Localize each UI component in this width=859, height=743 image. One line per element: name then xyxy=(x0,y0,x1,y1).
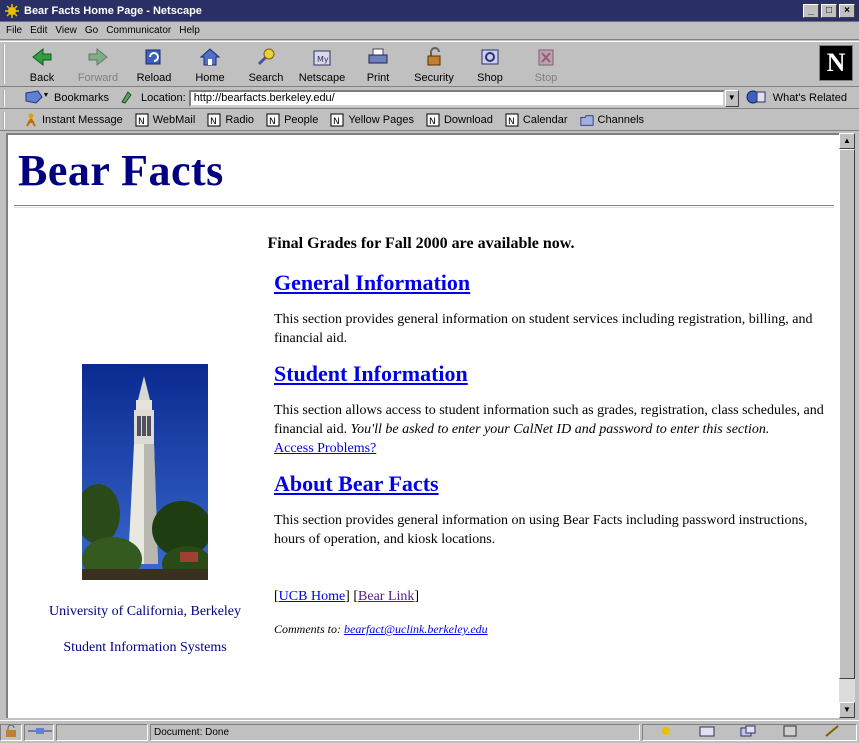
chevron-up-icon: ▲ xyxy=(843,136,851,145)
close-button[interactable]: × xyxy=(839,4,855,18)
progress-bar xyxy=(56,724,148,741)
reload-icon xyxy=(141,46,167,68)
search-icon xyxy=(253,46,279,68)
title-bar[interactable] xyxy=(0,0,859,22)
bracket-open: [ xyxy=(274,589,279,604)
home-button[interactable] xyxy=(182,42,238,86)
department-name: Student Information Systems xyxy=(63,640,227,655)
chevron-down-icon: ▼ xyxy=(727,92,736,102)
address-book-icon[interactable] xyxy=(782,725,798,740)
window-title: Bear Facts Home Page - Netscape xyxy=(24,4,202,17)
groups-icon[interactable] xyxy=(740,725,756,740)
folder-icon xyxy=(580,113,594,127)
back-arrow-icon xyxy=(29,46,55,68)
bookmarks-label: Bookmarks xyxy=(54,92,110,104)
location-grip[interactable] xyxy=(3,90,8,107)
url-text: http://bearfacts.berkeley.edu/ xyxy=(193,91,335,104)
menu-view[interactable]: View xyxy=(55,25,77,36)
horizontal-rule xyxy=(14,205,834,208)
forward-button[interactable] xyxy=(70,42,126,86)
security-status-icon xyxy=(4,725,18,740)
menu-communicator[interactable]: Communicator xyxy=(106,25,172,36)
student-information-link[interactable]: Student Information xyxy=(274,361,468,386)
student-information-text xyxy=(274,401,826,439)
plug-icon xyxy=(28,726,52,739)
status-bar xyxy=(0,720,859,743)
component-bar xyxy=(642,724,857,741)
search-button[interactable] xyxy=(238,42,294,86)
left-column xyxy=(32,364,258,656)
radio-label: Radio xyxy=(225,114,255,126)
bookmarks-icon xyxy=(24,89,50,108)
instant-message-button[interactable] xyxy=(24,113,123,127)
connection-status xyxy=(24,724,54,741)
netscape-app-icon[interactable] xyxy=(4,3,20,19)
location-label: Location: xyxy=(141,92,186,104)
svg-text:N: N xyxy=(428,117,436,127)
page-title: Bear Facts xyxy=(18,146,224,195)
ucb-home-link[interactable]: UCB Home xyxy=(278,589,346,604)
download-button[interactable] xyxy=(426,113,493,127)
calendar-label: Calendar xyxy=(522,114,568,126)
announcement: Final Grades for Fall 2000 are available now. xyxy=(267,235,575,252)
comments-label: Comments to: xyxy=(274,622,341,636)
vertical-scrollbar[interactable] xyxy=(839,133,855,718)
navigator-icon[interactable] xyxy=(659,725,673,740)
bracket-open: [ xyxy=(353,589,359,604)
whats-related-button[interactable] xyxy=(745,89,847,108)
bookmark-page-icon xyxy=(266,113,280,127)
campanile-photo xyxy=(82,364,208,580)
menu-help[interactable]: Help xyxy=(179,25,200,36)
netscape-logo[interactable]: N xyxy=(819,45,853,81)
page-content xyxy=(6,133,839,718)
maximize-button[interactable]: □ xyxy=(821,4,837,18)
stop-icon xyxy=(533,46,559,68)
student-information-body: This section allows access to student information such as grades, registration, class schedules, and financial aid. xyxy=(274,403,824,437)
personal-grip[interactable] xyxy=(3,112,8,129)
webmail-button[interactable] xyxy=(135,113,196,127)
svg-text:N: N xyxy=(333,117,341,127)
calendar-button[interactable] xyxy=(505,113,568,127)
security-status[interactable] xyxy=(0,724,22,741)
stop-button[interactable] xyxy=(518,42,574,86)
yellow-pages-button[interactable] xyxy=(330,113,414,127)
radio-button[interactable] xyxy=(207,113,254,127)
search-label: Search xyxy=(248,72,284,84)
bracket-close: ] xyxy=(414,589,420,604)
status-text: Document: Done xyxy=(150,724,640,741)
home-label: Home xyxy=(195,72,225,84)
lock-icon xyxy=(421,46,447,68)
people-button[interactable] xyxy=(266,113,318,127)
bookmark-page-icon xyxy=(505,113,519,127)
bracket-close: ] xyxy=(345,589,350,604)
personal-toolbar xyxy=(0,110,859,131)
svg-text:N: N xyxy=(210,117,218,127)
forward-label: Forward xyxy=(77,72,119,84)
netscape-button[interactable] xyxy=(294,42,350,86)
about-bear-facts-link[interactable]: About Bear Facts xyxy=(274,471,439,496)
scroll-down-button[interactable] xyxy=(839,702,855,718)
forward-arrow-icon xyxy=(85,46,111,68)
reload-label: Reload xyxy=(136,72,172,84)
svg-text:My: My xyxy=(317,55,329,64)
print-button[interactable] xyxy=(350,42,406,86)
shop-label: Shop xyxy=(477,72,503,84)
mail-icon[interactable] xyxy=(699,725,715,740)
stop-label: Stop xyxy=(534,72,558,84)
instant-message-label: Instant Message xyxy=(42,114,123,126)
security-label: Security xyxy=(414,72,454,84)
bookmark-page-icon xyxy=(135,113,149,127)
university-name: University of California, Berkeley xyxy=(48,604,242,619)
people-label: People xyxy=(284,114,319,126)
channels-button[interactable] xyxy=(580,113,644,127)
bookmark-page-icon xyxy=(330,113,344,127)
comments-line xyxy=(274,620,826,639)
channels-label: Channels xyxy=(597,114,645,126)
back-label: Back xyxy=(29,72,55,84)
svg-text:N: N xyxy=(137,117,145,127)
webmail-label: WebMail xyxy=(152,114,196,126)
location-icon[interactable] xyxy=(119,89,135,108)
bookmark-page-icon xyxy=(426,113,440,127)
whats-related-icon xyxy=(745,89,769,108)
reload-button[interactable] xyxy=(126,42,182,86)
svg-text:N: N xyxy=(269,117,276,127)
comments-email-link[interactable]: bearfact@uclink.berkeley.edu xyxy=(344,622,488,636)
scroll-thumb[interactable] xyxy=(839,149,855,679)
composer-icon[interactable] xyxy=(824,725,840,740)
location-toolbar xyxy=(0,88,859,109)
main-column xyxy=(274,270,826,639)
bookmark-page-icon xyxy=(207,113,221,127)
whats-related-label: What's Related xyxy=(772,92,847,104)
url-input[interactable] xyxy=(189,90,725,107)
menu-go[interactable]: Go xyxy=(84,25,99,36)
bear-link-link[interactable]: Bear Link xyxy=(358,589,415,604)
security-button[interactable] xyxy=(406,42,462,86)
bookmarks-button[interactable] xyxy=(24,89,109,108)
toolbar-grip[interactable] xyxy=(3,44,8,84)
netscape-icon xyxy=(309,46,335,68)
menu-edit[interactable]: Edit xyxy=(30,25,48,36)
minimize-button[interactable]: _ xyxy=(803,4,819,18)
scroll-up-button[interactable] xyxy=(839,133,855,149)
menu-bar xyxy=(0,22,859,40)
netscape-label: Netscape xyxy=(298,72,346,84)
menu-file[interactable]: File xyxy=(6,25,23,36)
url-dropdown-button[interactable] xyxy=(725,90,739,107)
access-problems-link[interactable]: Access Problems? xyxy=(274,441,377,456)
footer-links xyxy=(274,587,826,606)
download-label: Download xyxy=(443,114,493,126)
about-bear-facts-text: This section provides general information on using Bear Facts including password instructions, hours of operation, and kiosk locations. xyxy=(274,513,808,547)
calnet-notice: You'll be asked to enter your CalNet ID and password to enter this section. xyxy=(350,422,770,437)
print-icon xyxy=(365,46,391,68)
general-information-text: This section provides general information on student services including registration, billing, and financial aid. xyxy=(274,312,813,346)
shop-button[interactable] xyxy=(462,42,518,86)
back-button[interactable] xyxy=(14,42,70,86)
shop-icon xyxy=(477,46,503,68)
chevron-down-icon: ▼ xyxy=(843,705,851,714)
instant-message-icon xyxy=(24,113,38,127)
general-information-link[interactable]: General Information xyxy=(274,270,471,295)
yellow-pages-label: Yellow Pages xyxy=(348,114,414,126)
home-icon xyxy=(197,46,223,68)
print-label: Print xyxy=(366,72,390,84)
svg-text:N: N xyxy=(507,117,515,127)
navigation-toolbar xyxy=(0,41,859,87)
